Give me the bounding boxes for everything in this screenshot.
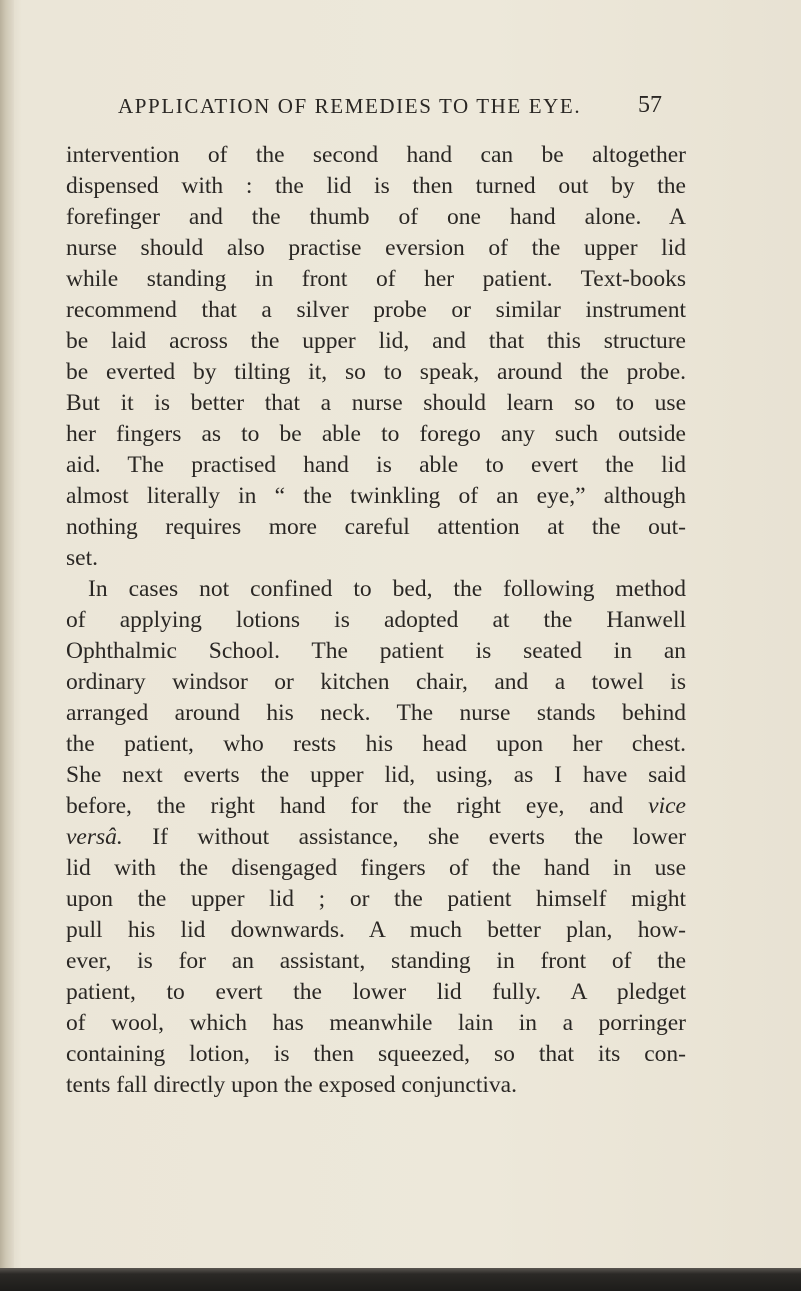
text-line-with-italic — [66, 791, 686, 822]
text-line: lid with the disengaged fingers of the hand in use — [66, 855, 686, 881]
text-line: forefinger and the thumb of one hand alone. A — [66, 204, 686, 230]
text-segment: before, the right hand for the right eye, and — [66, 793, 649, 819]
running-head: APPLICATION OF REMEDIES TO THE EYE. — [118, 94, 582, 118]
text-line: containing lotion, is then squeezed, so that its con- — [66, 1041, 686, 1067]
text-line: be laid across the upper lid, and that this structure — [66, 328, 686, 354]
text-line: ever, is for an assistant, standing in front of the — [66, 948, 686, 974]
text-line: But it is better that a nurse should learn so to use — [66, 390, 686, 416]
text-line: aid. The practised hand is able to evert the lid — [66, 452, 686, 478]
page-header — [0, 94, 801, 124]
text-line: Ophthalmic School. The patient is seated in an — [66, 638, 686, 664]
text-line: set. — [66, 545, 98, 571]
text-line: patient, to evert the lower lid fully. A pledget — [66, 979, 686, 1005]
text-line: the patient, who rests his head upon her chest. — [66, 731, 686, 757]
text-line: recommend that a silver probe or similar instrument — [66, 297, 686, 323]
text-line: be everted by tilting it, so to speak, around the probe. — [66, 359, 686, 385]
text-line: ordinary windsor or kitchen chair, and a towel is — [66, 669, 686, 695]
text-line: almost literally in “ the twinkling of an eye,” although — [66, 483, 686, 509]
text-line: arranged around his neck. The nurse stands behind — [66, 700, 686, 726]
text-line: nothing requires more careful attention at the out- — [66, 514, 686, 540]
page-edge-shadow — [0, 1268, 801, 1291]
text-line: nurse should also practise eversion of the upper lid — [66, 235, 686, 261]
text-line: upon the upper lid ; or the patient himself might — [66, 886, 686, 912]
text-line: versâ. If without assistance, she everts the lower — [66, 824, 686, 850]
paragraph-first-line: In cases not confined to bed, the following method — [88, 576, 686, 602]
italic-word: vice — [648, 793, 686, 819]
text-line: dispensed with : the lid is then turned out by the — [66, 173, 686, 199]
text-line: intervention of the second hand can be altogether — [66, 142, 686, 168]
text-line: She next everts the upper lid, using, as I have said — [66, 762, 686, 788]
text-line: of wool, which has meanwhile lain in a porringer — [66, 1010, 686, 1036]
text-line: her fingers as to be able to forego any such outside — [66, 421, 686, 447]
text-line: pull his lid downwards. A much better plan, how- — [66, 917, 686, 943]
text-line: of applying lotions is adopted at the Hanwell — [66, 607, 686, 633]
body-text — [66, 140, 686, 1101]
page-number: 57 — [638, 92, 662, 118]
page-gutter-shadow — [0, 0, 14, 1291]
text-line: tents fall directly upon the exposed conjunctiva. — [66, 1072, 517, 1098]
text-line: while standing in front of her patient. Text-books — [66, 266, 686, 292]
italic-word: versâ. — [66, 824, 123, 850]
